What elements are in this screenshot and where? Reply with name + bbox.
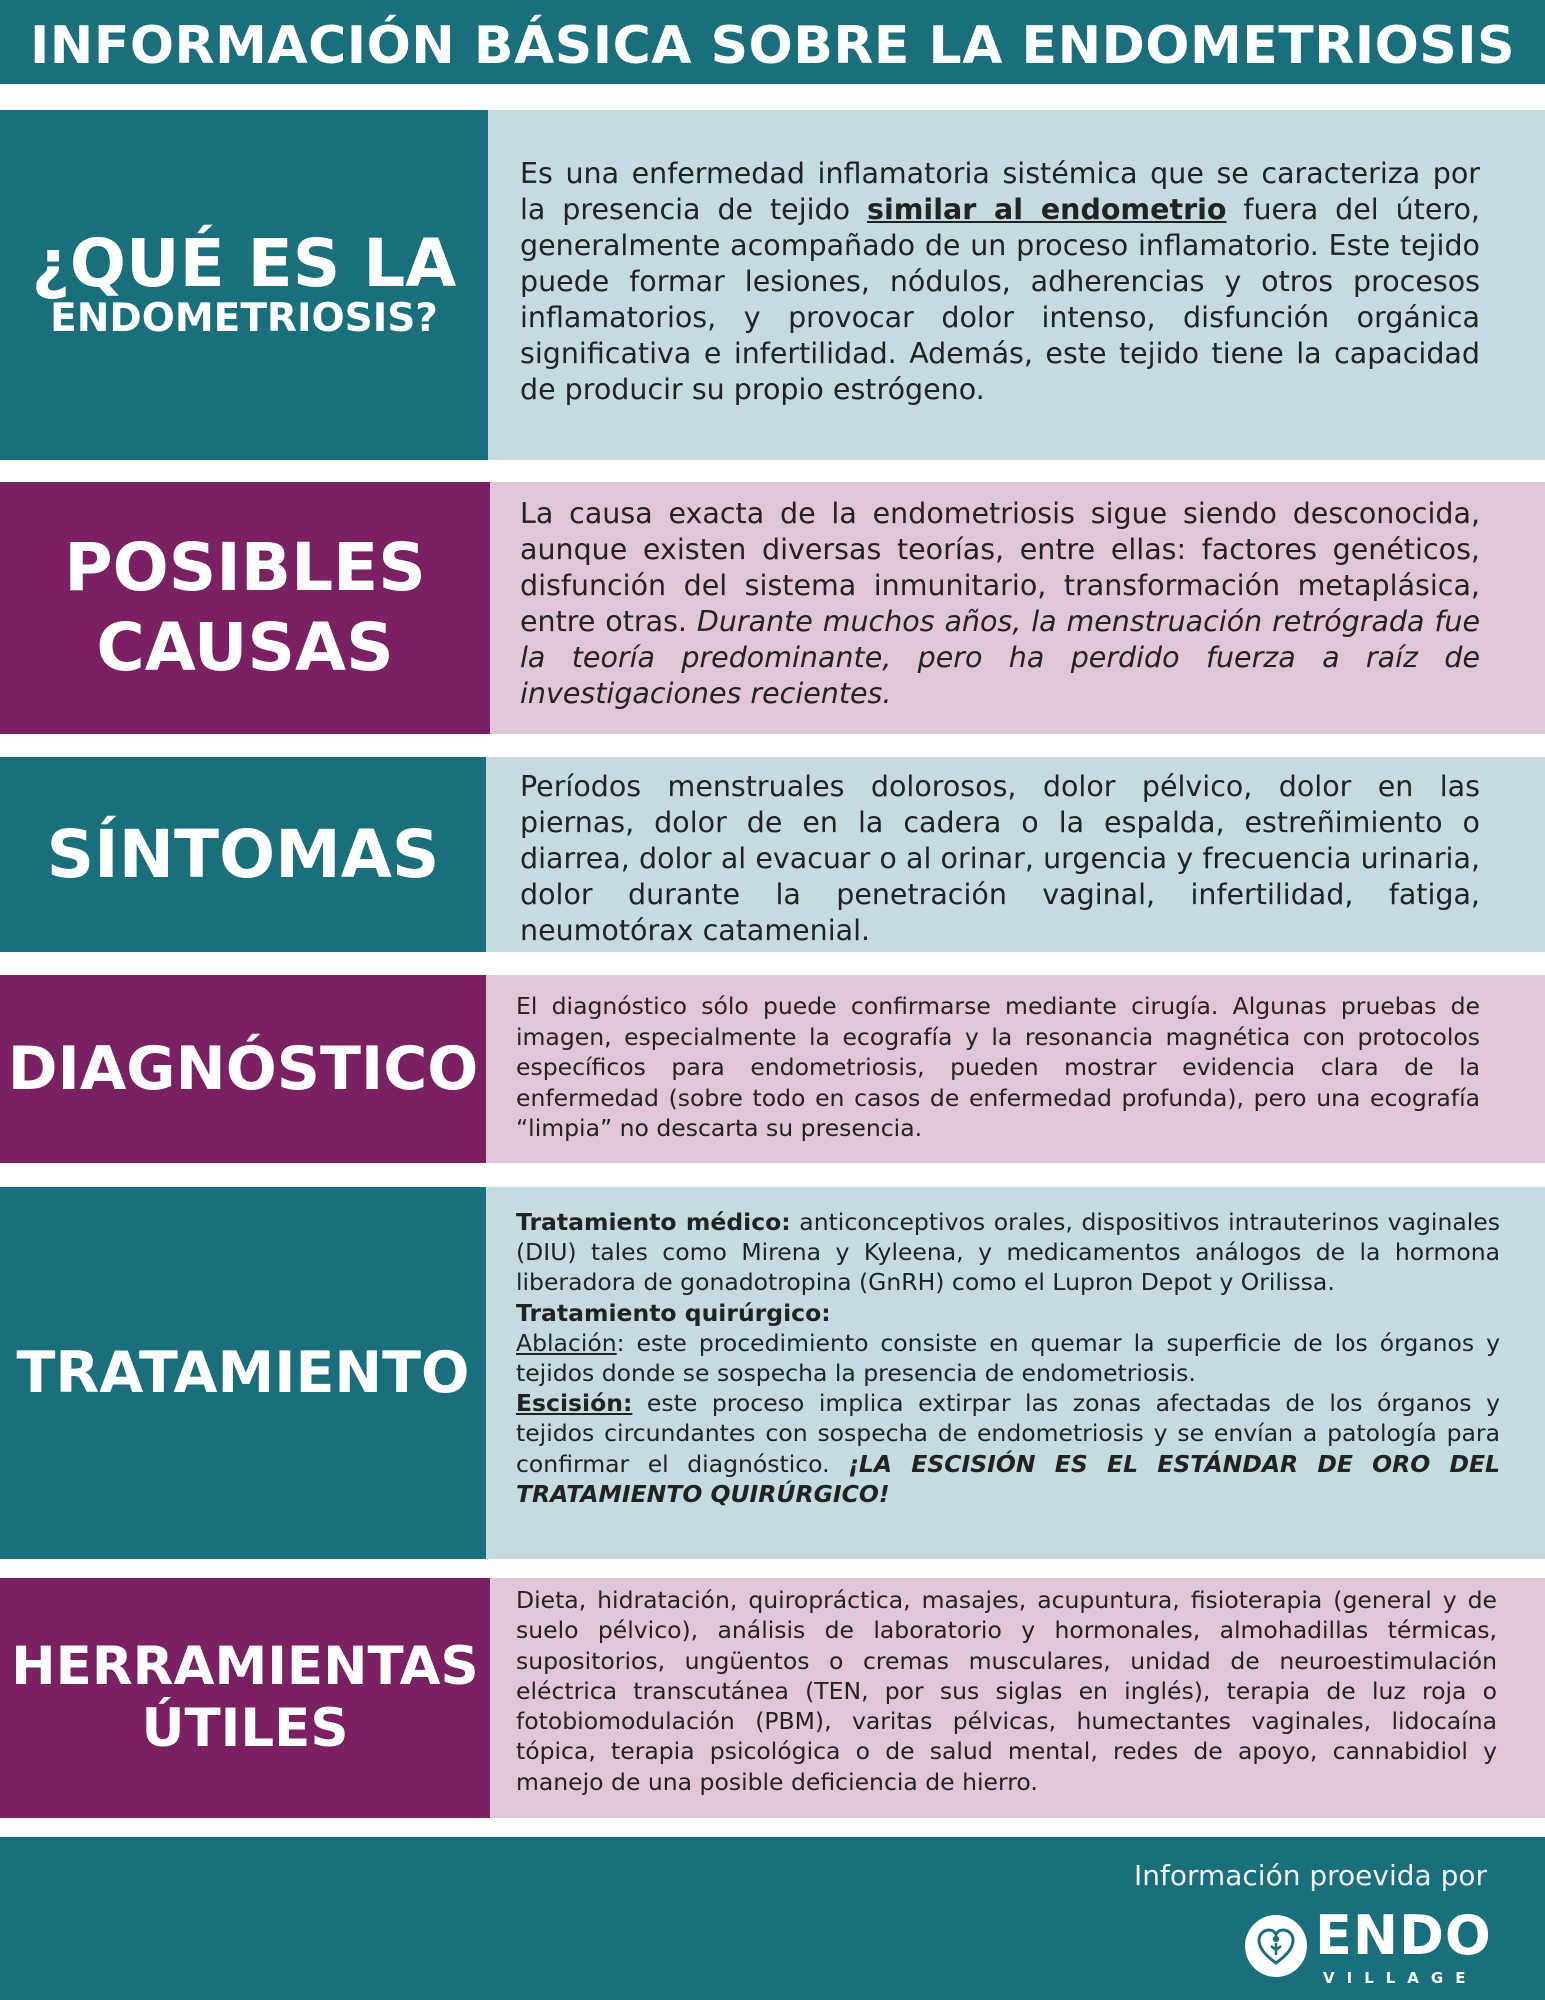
label-quirurgico: Tratamiento quirúrgico: <box>516 1298 831 1327</box>
body-text <box>520 156 1480 408</box>
logo-name: ENDO <box>1315 1904 1492 1967</box>
emphasis-text: similar al endometrio <box>867 193 1227 226</box>
body-text <box>520 496 1480 712</box>
heading-title: DIAGNÓSTICO <box>7 1034 479 1104</box>
section-body-diagnostico <box>486 975 1545 1163</box>
paragraph-escision <box>516 1388 1500 1509</box>
label-ablacion: Ablación <box>516 1328 617 1357</box>
section-diagnostico <box>0 975 1545 1163</box>
text-part: anticonceptivos orales, dispositivos intrauterinos vaginales (DIU) tales como Mirena y Kyleena, y medicamentos análogos de la hormona liberadora de gonadotropina (GnRH) como el Lupron Depot y Orilissa. <box>516 1208 1500 1297</box>
section-body-causas <box>490 482 1545 734</box>
label-escision: Escisión: <box>516 1389 633 1418</box>
endo-village-heart-icon <box>1245 1915 1307 1977</box>
text-part: fuera del útero, generalmente acompañado de un proceso inflamatorio. Este tejido puede formar lesiones, nódulos, adherencias y otros procesos inflamatorios, y provocar dolor intenso, disfunción orgánica significativa e infertilidad. Además, este tejido tiene la capacidad de producir su propio estrógeno. <box>520 193 1480 406</box>
italic-text: Durante muchos años, la menstruación retrógrada fue la teoría predominante, pero ha perdido fuerza a raíz de investigaciones recientes. <box>520 605 1481 710</box>
paragraph-ablacion <box>516 1328 1500 1388</box>
text-part: este proceso implica extirpar las zonas afectadas de los órganos y tejidos circundantes con sospecha de endometriosis y se envían a patología para confirmar el diagnóstico. <box>516 1389 1500 1478</box>
text-part: Es una enfermedad inflamatoria sistémica que se caracteriza por la presencia de tejido <box>520 157 1480 226</box>
heading-line-1: HERRAMIENTAS <box>11 1636 479 1697</box>
section-causas <box>0 482 1545 734</box>
body-text: Dieta, hidratación, quiropráctica, masajes, acupuntura, fisioterapia (general y de suelo pélvico), análisis de laboratorio y hormonales, almohadillas térmicas, supositorios, ungüentos o cremas musculares, unidad de neuroestimulación eléctrica transcutánea (TEN, por sus siglas en inglés), terapia de luz roja o fotobiomodulación (PBM), varitas pélvicas, humectantes vaginales, lidocaína tópica, terapia psicológica o de salud mental, redes de apoyo, cannabidiol y manejo de una posible deficiencia de hierro. <box>516 1586 1497 1796</box>
logo-subtitle: VILLAGE <box>1323 1969 1478 1987</box>
heading-line-1: ¿QUÉ ES LA <box>31 224 457 302</box>
heading-line-2: ENDOMETRIOSIS? <box>50 296 438 342</box>
section-heading-sintomas <box>0 757 486 952</box>
body-text: El diagnóstico sólo puede confirmarse mediante cirugía. Algunas pruebas de imagen, especialmente la ecografía y la resonancia magnética con protocolos específicos para endometriosis, pueden mostrar evidencia clara de la enfermedad (sobre todo en casos de enfermedad profunda), pero una ecografía “limpia” no descarta su presencia. <box>516 992 1480 1142</box>
section-heading-que-es <box>0 110 488 460</box>
section-heading-causas <box>0 482 490 734</box>
section-herramientas <box>0 1578 1545 1818</box>
section-body-herramientas <box>490 1578 1545 1818</box>
credit-text: Información proevida por <box>1133 1859 1487 1892</box>
body-text: Períodos menstruales dolorosos, dolor pélvico, dolor en las piernas, dolor de en la cadera o la espalda, estreñimiento o diarrea, dolor al evacuar o al orinar, urgencia y frecuencia urinaria, dolor durante la penetración vaginal, infertilidad, fatiga, neumotórax catamenial. <box>520 770 1480 947</box>
section-heading-diagnostico <box>0 975 486 1163</box>
label-medico: Tratamiento médico: <box>516 1208 791 1236</box>
paragraph-medico <box>516 1207 1500 1298</box>
heading-title: TRATAMIENTO <box>16 1340 470 1406</box>
text-part: : este procedimiento consiste en quemar la superficie de los órganos y tejidos donde se sospecha la presencia de endometriosis. <box>516 1328 1500 1388</box>
section-heading-herramientas <box>0 1578 490 1818</box>
page-header <box>0 0 1545 90</box>
page-footer <box>0 1837 1545 2000</box>
section-body-que-es <box>488 110 1545 460</box>
section-body-sintomas <box>486 757 1545 952</box>
section-sintomas <box>0 757 1545 952</box>
heading-line-2: CAUSAS <box>96 609 394 686</box>
heading-line-2: ÚTILES <box>141 1698 349 1759</box>
section-heading-tratamiento <box>0 1187 486 1559</box>
paragraph-quirurgico <box>516 1298 1500 1328</box>
section-tratamiento <box>0 1187 1545 1559</box>
section-que-es <box>0 110 1545 460</box>
heading-title: SÍNTOMAS <box>46 816 440 893</box>
section-body-tratamiento <box>486 1187 1545 1559</box>
text-part: La causa exacta de la endometriosis sigue siendo desconocida, aunque existen diversas teorías, entre ellas: factores genéticos, disfunción del sistema inmunitario, transformación metaplásica, entre otras. <box>520 497 1480 638</box>
page-title: INFORMACIÓN BÁSICA SOBRE LA ENDOMETRIOSIS <box>29 16 1516 76</box>
heading-line-1: POSIBLES <box>64 529 426 606</box>
emphasis-text: ¡LA ESCISIÓN ES EL ESTÁNDAR DE ORO DEL TRATAMIENTO QUIRÚRGICO! <box>516 1449 1500 1508</box>
endo-village-logo <box>1245 1904 1492 1993</box>
body-text <box>516 1207 1500 1509</box>
